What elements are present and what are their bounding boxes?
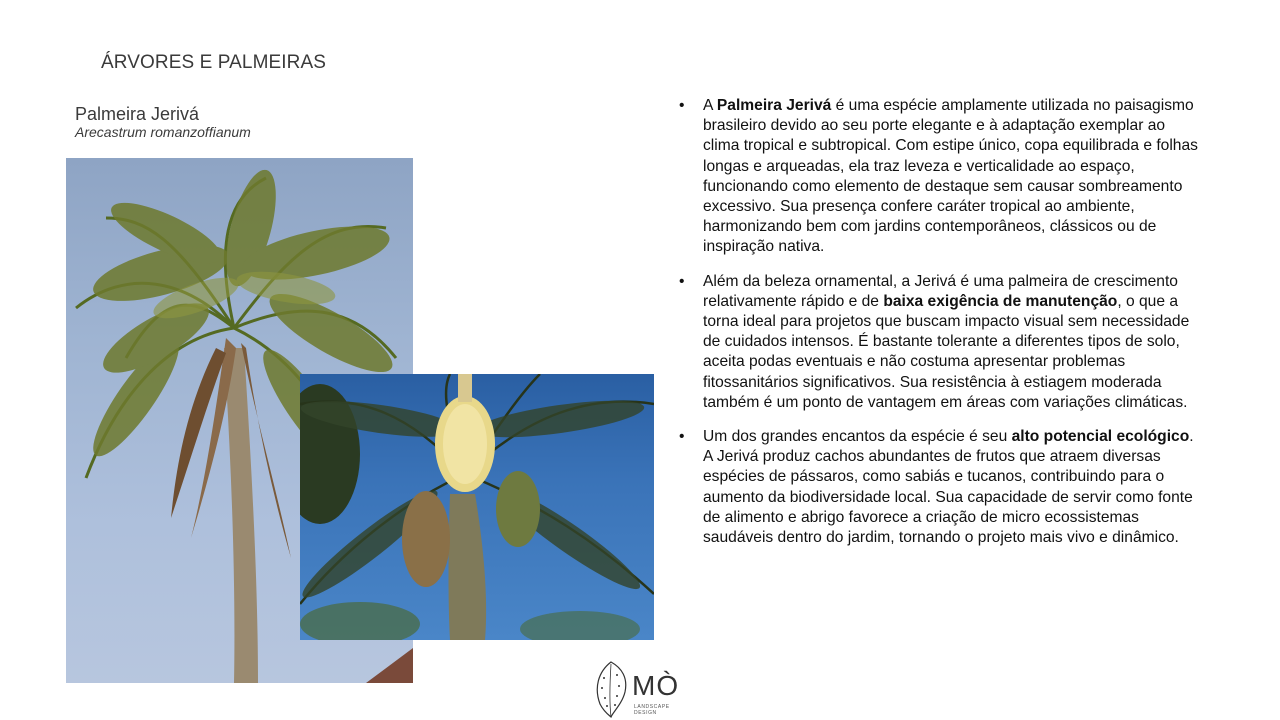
- leaf-icon: [592, 660, 630, 718]
- description-item: • A Palmeira Jerivá é uma espécie amplamente utilizada no paisagismo brasileiro devido ao seu porte elegante e à adaptação exemplar ao clima tropical e subtropical. Com estipe único, copa equilibrada e folhas longas e arqueadas, ela traz leveza e verticalidade ao espaço, funcionando como elemento de destaque sem causar sombreamento excessivo. Sua presença confere caráter tropical ao ambiente, harmonizando bem com jardins contemporâneos, clássicos ou de inspiração nativa.: [679, 97, 1198, 256]
- section-title: ÁRVORES E PALMEIRAS: [101, 52, 327, 73]
- bullet-icon: •: [679, 428, 685, 446]
- description-item: • Além da beleza ornamental, a Jerivá é uma palmeira de crescimento relativamente rápido e de baixa exigência de manutenção, o que a torna ideal para projetos que buscam impacto visual sem necessidade de cuidados intensos. É bastante tolerante a diferentes tipos de solo, aceita podas eventuais e não costuma apresentar problemas fitossanitários significativos. Sua resistência à estiagem moderada também é um ponto de vantagem em áreas com variações climáticas.: [679, 272, 1190, 411]
- plant-name: Palmeira Jerivá: [75, 104, 200, 124]
- plant-scientific-name: Arecastrum romanzoffianum: [75, 124, 251, 140]
- brand-logo: [592, 660, 682, 718]
- bullet-icon: •: [679, 97, 685, 114]
- description-item: • Um dos grandes encantos da espécie é seu alto potencial ecológico. A Jerivá produz cachos abundantes de frutos que atraem diversas espécies de pássaros, como sabiás e tucanos, contribuindo para o aumento da biodiversidade local. Sua capacidade de servir como fonte de alimento e abrigo favorece a criação de micro ecossistemas saudáveis dentro do jardim, tornando o projeto mais vivo e dinâmico.: [679, 428, 1194, 547]
- highlight: Palmeira Jerivá: [716, 97, 832, 114]
- highlight: baixa exigência de manutenção: [883, 292, 1118, 310]
- bullet-icon: •: [679, 272, 685, 290]
- logo-subtitle: LANDSCAPE DESIGN: [634, 704, 670, 716]
- logo-text: MÒ: [632, 670, 680, 701]
- palm-flower-photo: [300, 374, 654, 640]
- highlight: alto potencial ecológico: [1011, 428, 1190, 446]
- description-list: [679, 96, 1199, 562]
